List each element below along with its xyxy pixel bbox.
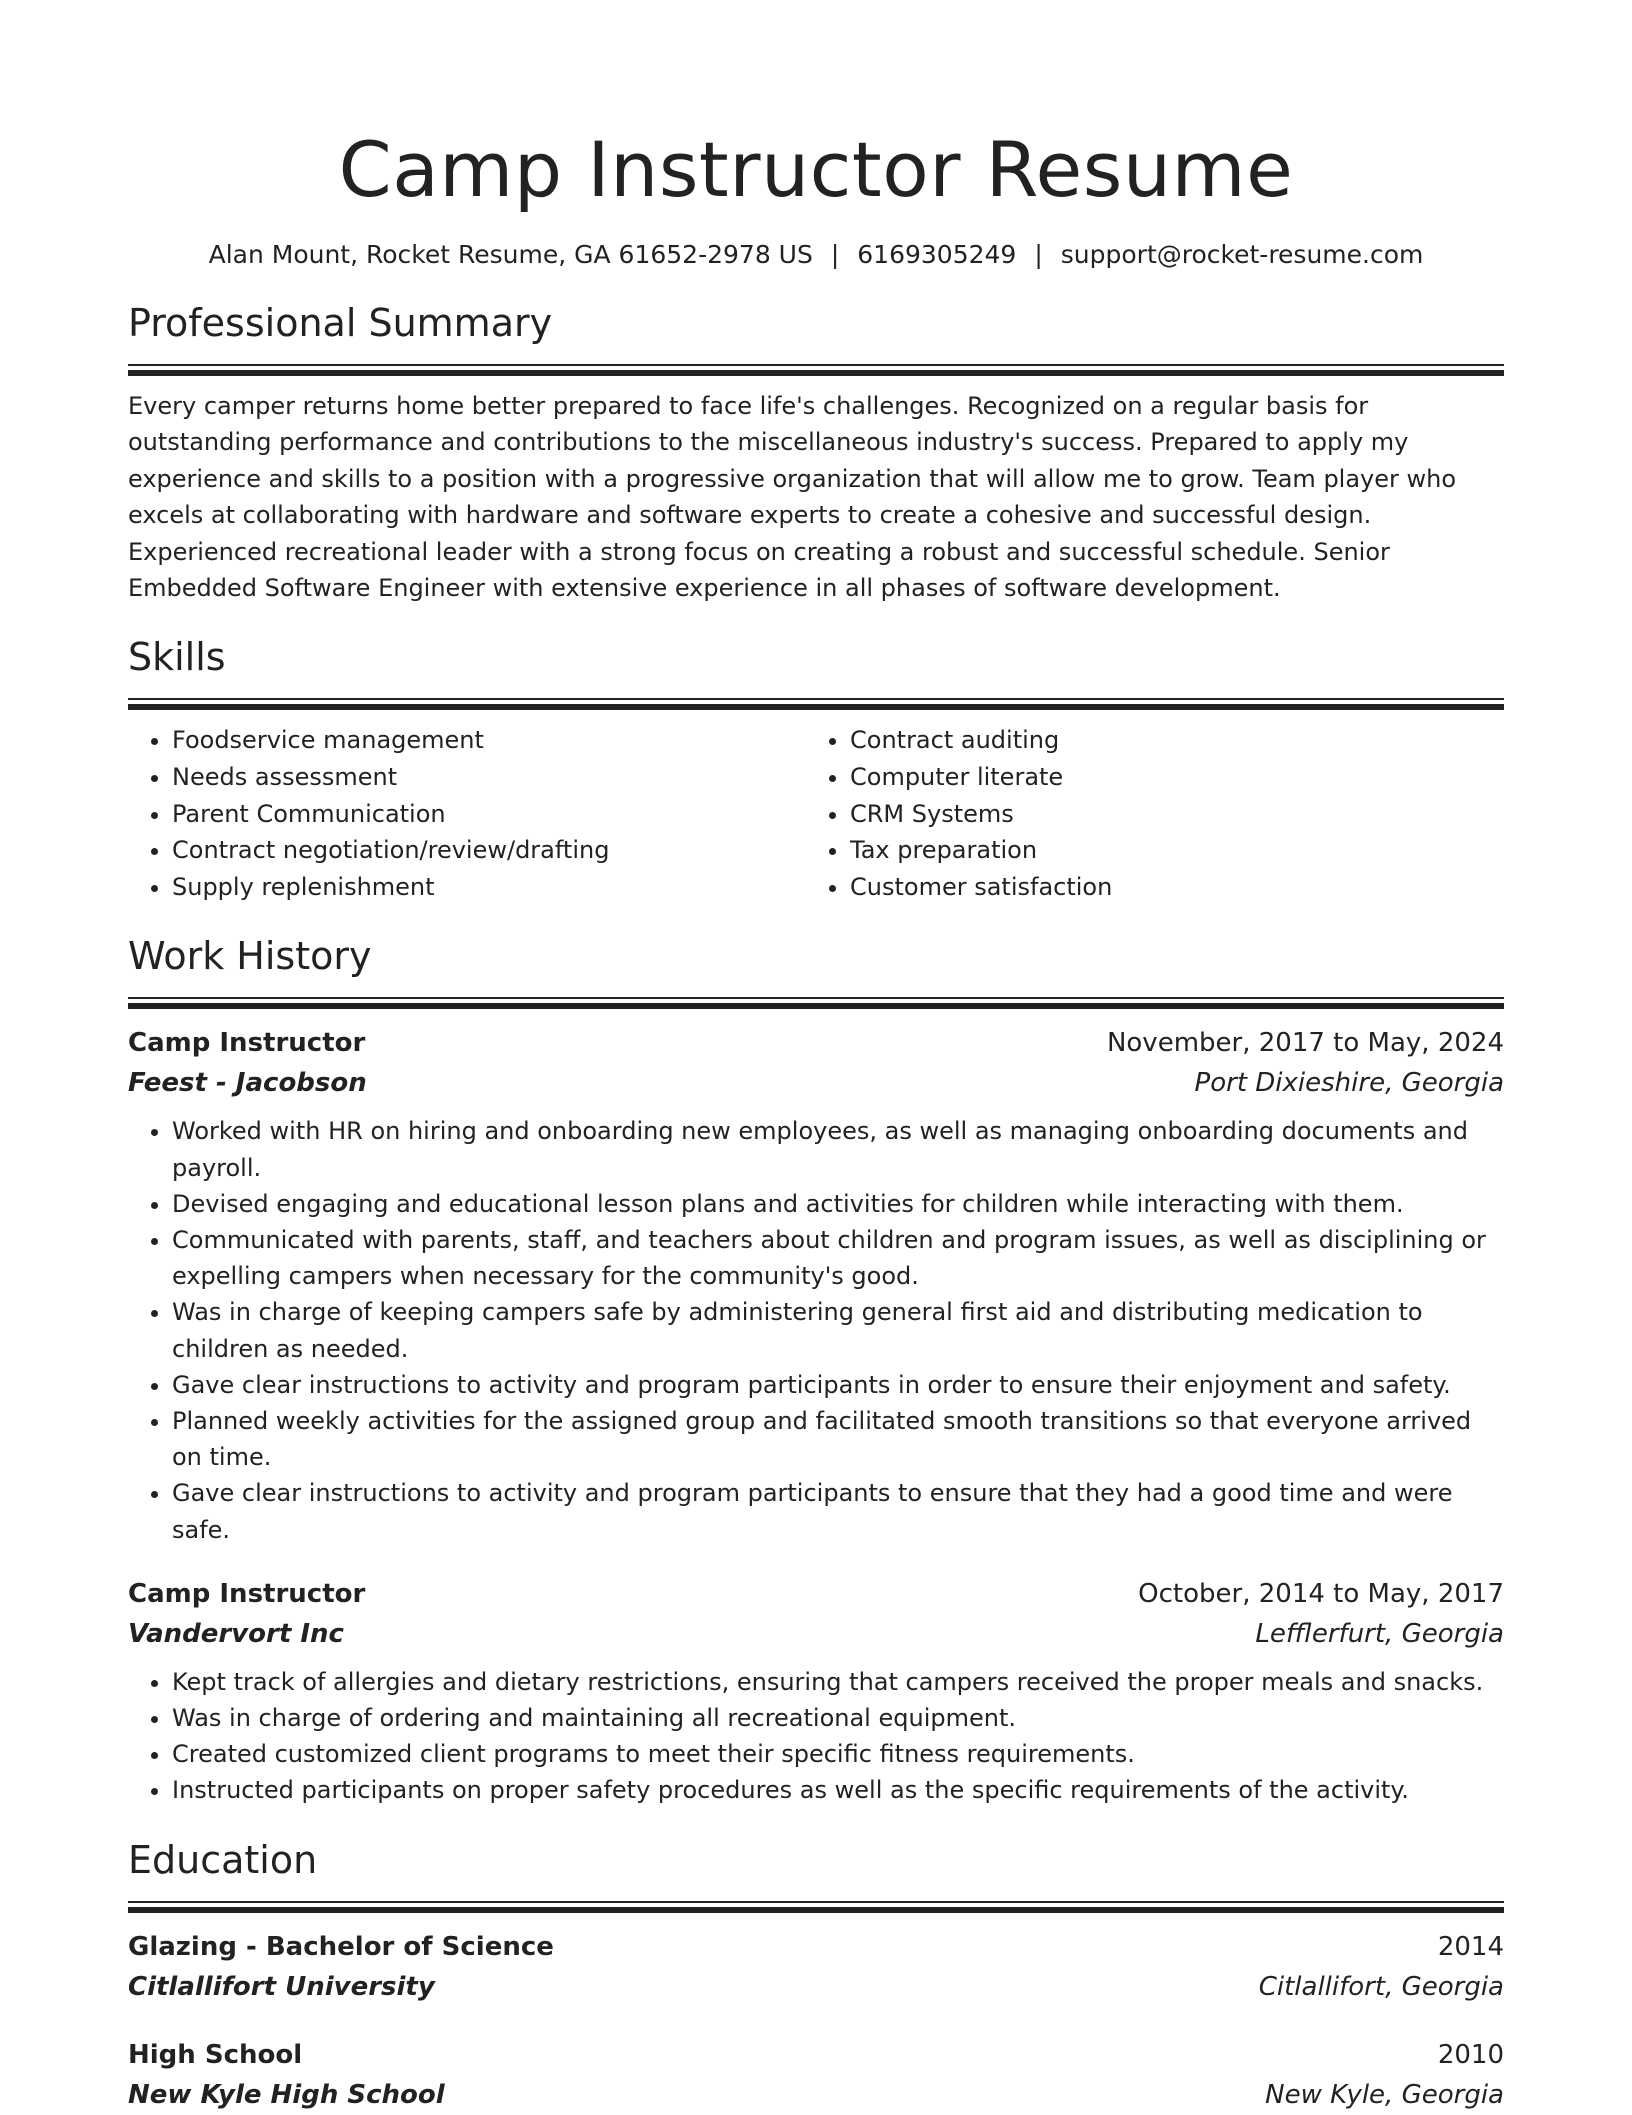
skill-item: • Needs assessment <box>172 759 806 796</box>
skill-item: • Tax preparation <box>850 832 1484 869</box>
resume-title: Camp Instructor Resume <box>338 125 1294 214</box>
job-bullet: • Kept track of allergies and dietary restrictions, ensuring that campers received the proper meals and snacks. <box>172 1664 1504 1700</box>
skill-item: • Parent Communication <box>172 796 806 833</box>
section-divider <box>128 1901 1504 1913</box>
job-company: Feest - Jacobson <box>128 1068 367 1099</box>
education-year: 2010 <box>1437 2039 1504 2070</box>
summary-text: Every camper returns home better prepared to face life's challenges. Recognized on a regular basis for outstanding performance and contributions to the miscellaneous industry's success. Prepared to apply my experience and skills to a position with a progressive organization that will allow me to grow. Team player who excels at collaborating with hardware and software experts to create a cohesive and successful design. Experienced recreational leader with a strong focus on creating a robust and successful schedule. Senior Embedded Software Engineer with extensive experience in all phases of software development. <box>128 392 1457 603</box>
work-history-heading: Work History <box>128 934 372 979</box>
job-entry <box>128 1574 1504 1809</box>
summary-section <box>128 298 1504 606</box>
contact-address: Alan Mount, Rocket Resume, GA 61652-2978 US <box>208 240 813 269</box>
resume-page <box>128 120 1504 2115</box>
section-divider <box>128 698 1504 710</box>
education-heading: Education <box>128 1837 318 1882</box>
skill-item: • Computer literate <box>850 759 1484 796</box>
job-bullet: • Devised engaging and educational lesson plans and activities for children while interacting with them. <box>172 1186 1504 1222</box>
job-bullet: • Gave clear instructions to activity and program participants in order to ensure their enjoyment and safety. <box>172 1367 1504 1403</box>
section-divider <box>128 997 1504 1009</box>
job-title: Camp Instructor <box>128 1028 366 1059</box>
job-bullets <box>128 1664 1504 1809</box>
education-location: New Kyle, Georgia <box>1265 2079 1504 2110</box>
job-bullet: • Communicated with parents, staff, and teachers about children and program issues, as well as disciplining or expelling campers when necessary for the community's good. <box>172 1222 1504 1294</box>
job-dates: October, 2014 to May, 2017 <box>1138 1578 1504 1609</box>
contact-line <box>128 238 1504 272</box>
contact-phone: 6169305249 <box>857 240 1017 269</box>
skill-item: • Foodservice management <box>172 722 806 759</box>
job-bullet: • Worked with HR on hiring and onboarding new employees, as well as managing onboarding documents and payroll. <box>172 1113 1504 1185</box>
job-company: Vandervort Inc <box>128 1618 344 1649</box>
education-entry <box>128 2035 1504 2115</box>
skill-item: • Supply replenishment <box>172 869 806 906</box>
work-history-section <box>128 931 1504 1808</box>
job-location: Lefflerfurt, Georgia <box>1255 1618 1504 1649</box>
skills-section <box>128 632 1504 905</box>
job-bullet: • Was in charge of keeping campers safe by administering general first aid and distributing medication to children as needed. <box>172 1294 1504 1366</box>
job-entry <box>128 1023 1504 1547</box>
education-location: Citlallifort, Georgia <box>1258 1971 1504 2002</box>
education-year: 2014 <box>1437 1931 1504 1962</box>
education-degree: Glazing - Bachelor of Science <box>128 1931 554 1962</box>
skills-list-right <box>806 722 1484 905</box>
job-bullet: • Was in charge of ordering and maintaining all recreational equipment. <box>172 1700 1504 1736</box>
skill-item: • Contract negotiation/review/drafting <box>172 832 806 869</box>
skill-item: • Customer satisfaction <box>850 869 1484 906</box>
education-school: Citlallifort University <box>128 1971 435 2002</box>
job-title: Camp Instructor <box>128 1578 366 1609</box>
education-section <box>128 1835 1504 2115</box>
education-degree: High School <box>128 2039 303 2070</box>
job-bullet: • Gave clear instructions to activity and program participants to ensure that they had a good time and were safe. <box>172 1475 1504 1547</box>
job-bullet: • Planned weekly activities for the assigned group and facilitated smooth transitions so that everyone arrived on time. <box>172 1403 1504 1475</box>
job-bullets <box>128 1113 1504 1547</box>
skill-item: • CRM Systems <box>850 796 1484 833</box>
contact-separator: | <box>830 240 840 269</box>
education-school: New Kyle High School <box>128 2079 445 2110</box>
section-divider <box>128 364 1504 376</box>
contact-email: support@rocket-resume.com <box>1060 240 1424 269</box>
job-dates: November, 2017 to May, 2024 <box>1106 1028 1504 1059</box>
skills-heading: Skills <box>128 635 226 680</box>
contact-separator: | <box>1034 240 1043 269</box>
summary-heading: Professional Summary <box>128 301 553 345</box>
skills-list-left <box>128 722 806 905</box>
skill-item: • Contract auditing <box>850 722 1484 759</box>
job-bullet: • Created customized client programs to meet their specific fitness requirements. <box>172 1736 1504 1772</box>
job-bullet: • Instructed participants on proper safety procedures as well as the specific requirements of the activity. <box>172 1772 1504 1808</box>
skills-columns <box>128 722 1504 905</box>
education-entry <box>128 1927 1504 2007</box>
job-location: Port Dixieshire, Georgia <box>1194 1068 1504 1099</box>
